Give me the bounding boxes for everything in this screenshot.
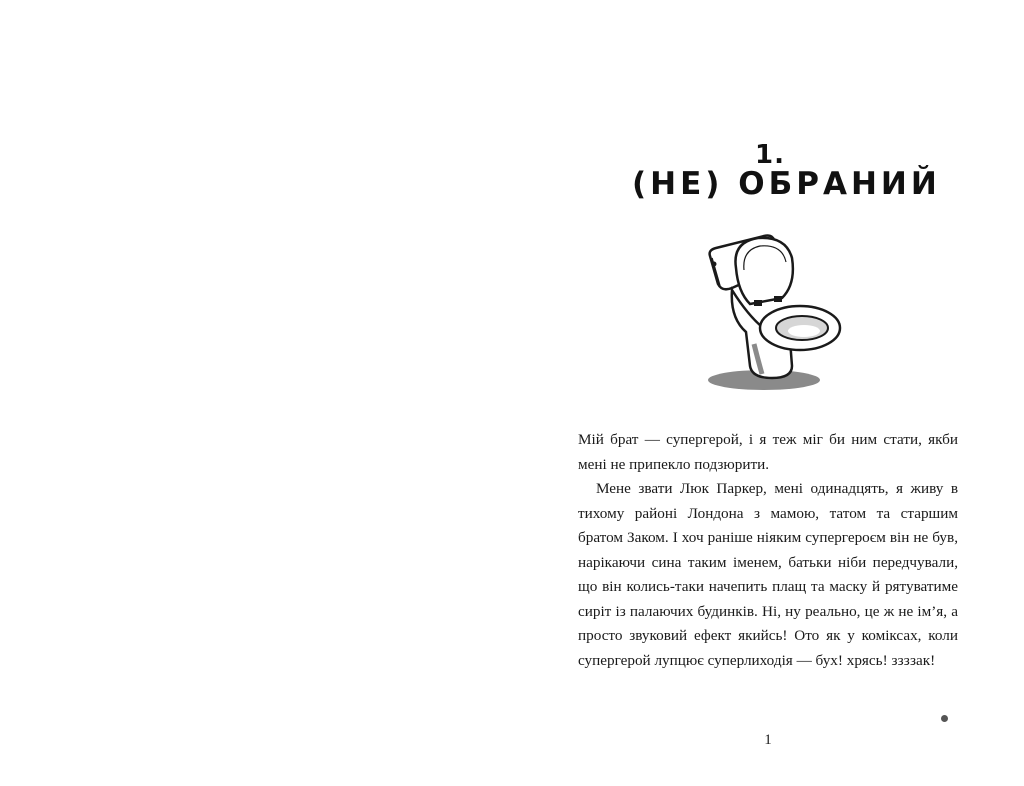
page-marker-dot: [941, 715, 948, 722]
chapter-title: (НЕ) ОБРАНИЙ: [632, 166, 941, 202]
page-number: 1: [764, 732, 772, 748]
chapter-number: 1.: [755, 140, 785, 170]
toilet-lid: [735, 238, 792, 304]
chapter-body: [578, 428, 958, 673]
paragraph-1: Мій брат — супергерой, і я теж міг би ним стати, якби мені не припекло подзюрити.: [578, 431, 958, 473]
paragraph-2: Мене звати Люк Паркер, мені одинадцять, я живу в тихому районі Лондона з мамою, татом та старшим братом Заком. І хоч раніше ніяким супергероєм він не був, нарікаючи сина таким іменем, батьки ніби передчували, що він колись-таки начепить плащ та маску й рятуватиме сиріт із палаючих будинків. Ні, ну реально, це ж не ім’я, а просто звуковий ефект якийсь! Ото як у коміксах, коли супергерой лупцює суперлиходія — бух! хрясь! ззззак!: [578, 480, 958, 669]
toilet-icon: [692, 228, 852, 400]
right-page: [512, 0, 1024, 786]
